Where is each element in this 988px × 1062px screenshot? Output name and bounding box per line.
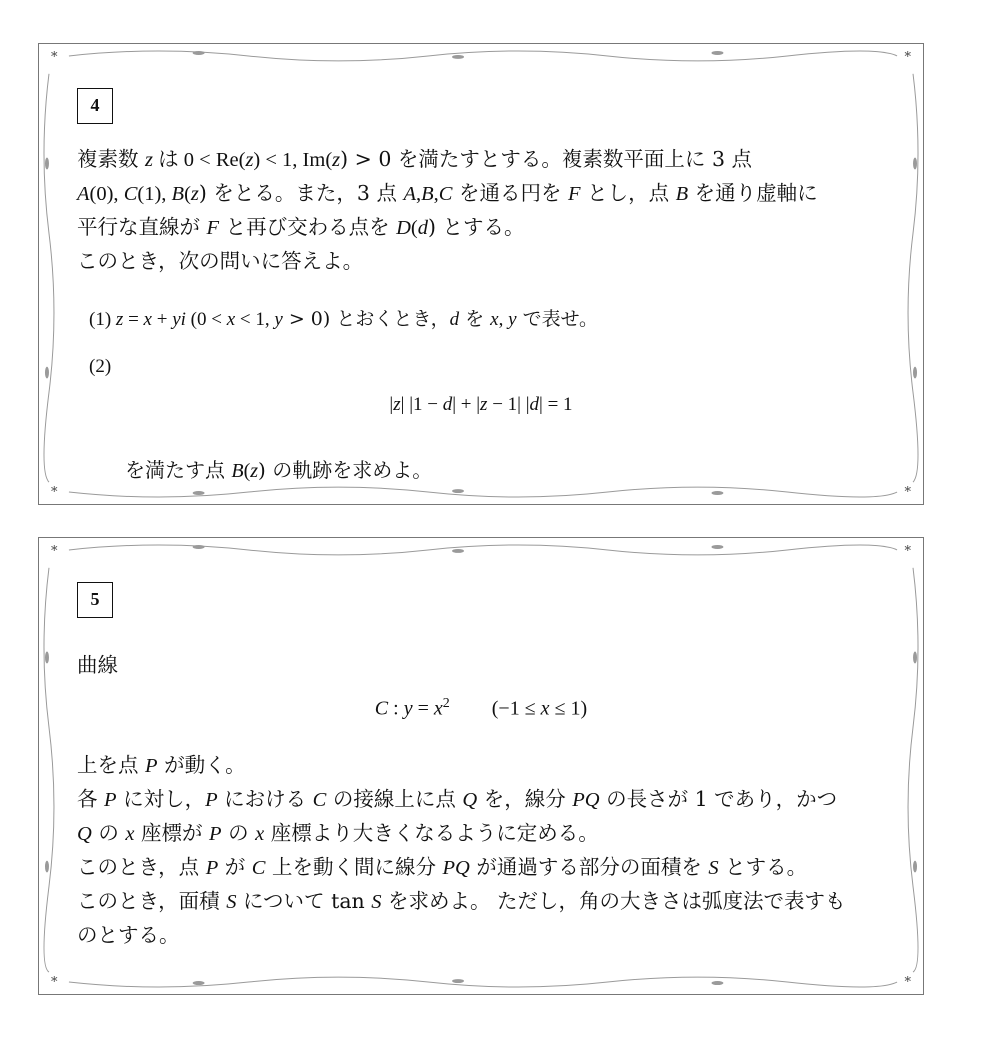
corner-mark: *: [51, 485, 58, 500]
problem-4-frame: [38, 43, 924, 505]
problem-statement: 上を点 P が動く。 各 P に対し，P における C の接線上に点 Q を，線分 PQ の長さが 1 であり，かつ Q の x 座標が P の x 座標より大きくなるように定める。 このとき，点 P が C 上を動く間に線分 PQ が通過する部分の面積を S とする。 このとき，面積 S について tan S を求めよ。 ただし，角の大きさは弧度法で表すも のとする。: [77, 753, 846, 947]
corner-mark: *: [51, 975, 58, 990]
corner-mark: *: [904, 50, 911, 65]
corner-mark: *: [904, 485, 911, 500]
problem-5-frame: [38, 537, 924, 995]
question-1: (1) z = x + yi (0 < x < 1, y > 0) とおくとき，d を x, y で表せ。: [89, 308, 599, 330]
corner-mark: *: [904, 975, 911, 990]
corner-mark: *: [51, 544, 58, 559]
question-2-text: を満たす点 B(z) の軌跡を求めよ。: [125, 458, 433, 482]
corner-mark: *: [51, 50, 58, 65]
problem-number: 4: [77, 88, 113, 124]
curve-equation: C : $y = x^2$ (−1 ≤ x ≤ 1): [374, 696, 588, 720]
problem-statement: 複素数 z は 0 < Re(z) < 1, Im(z) > 0 を満たすとする。複素数平面上に 3 点 A(0), C(1), B(z) をとる。また，3 点 A,B,C を通る円を F とし，点 B を通り虚軸に 平行な直線が F と再び交わる点を D(d) とする。 このとき，次の問いに答えよ。: [77, 147, 818, 273]
problem-number: 5: [77, 582, 113, 618]
corner-mark: *: [904, 544, 911, 559]
curve-label: 曲線: [77, 653, 118, 677]
question-2-label: (2): [89, 356, 112, 377]
question-2-equation: |z| |1 − d| + |z − 1| |d| = 1: [389, 394, 573, 415]
